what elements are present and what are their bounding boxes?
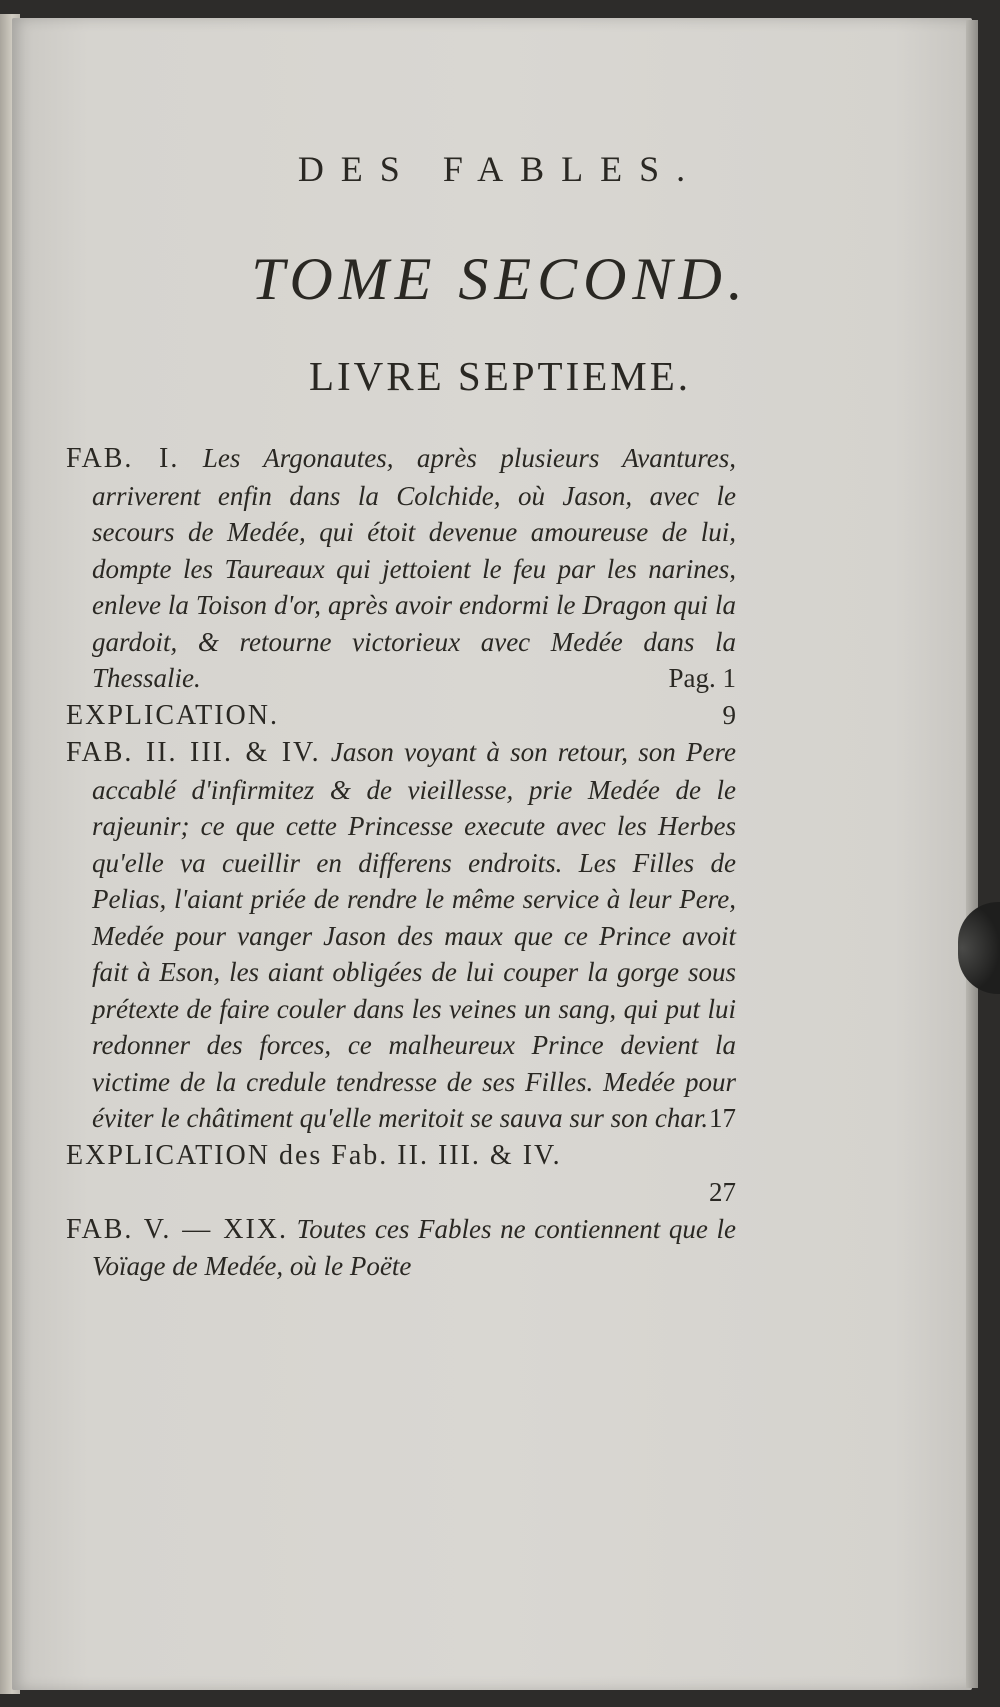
running-header: DES FABLES. [297, 149, 703, 189]
toc-entry [66, 734, 736, 1137]
toc-entry [66, 440, 736, 697]
entry-label: FAB. II. III. & IV. [66, 737, 321, 768]
entry-label: EXPLICATION. [66, 699, 279, 731]
entry-page: Pag. 1 [668, 663, 736, 693]
entry-label: FAB. V. — XIX. [66, 1213, 288, 1245]
entry-page: 9 [722, 699, 736, 730]
entry-page: 27 [709, 1177, 736, 1207]
entry-label: EXPLICATION des Fab. II. III. & IV. [66, 1139, 562, 1171]
entry-text: Jason voyant à son retour, son Pere accablé d'infirmitez & de vieillesse, prie Medée de le rajeunir; ce que cette Princesse execute avec les Herbes qu'elle va cueillir en differens endroits. Les Filles de Pelias, l'aiant priée de rendre le même service à leur Pere, Medée pour vanger Jason des maux que ce Prince avoit fait à Eson, les aiant obligées de lui couper la gorge sous prétexte de faire couler dans les veines un sang, qui put lui redonner des forces, ce malheureux Prince devient la victime de la credule tendresse de ses Filles. Medée pour éviter le châtiment qu'elle meritoit se sauva sur son char. [92, 737, 737, 1133]
table-of-contents [66, 440, 736, 1285]
volume-title: TOME SECOND. [251, 246, 749, 312]
entry-text: Les Argonautes, après plusieurs Avantures, arriverent enfin dans la Colchide, où Jason, avec le secours de Medée, qui étoit devenue amoureuse de lui, dompte les Taureaux qui jettoient le feu par les narines, enleve la Toison d'or, après avoir endormi le Dragon qui la gardoit, & retourne victorieux avec Medée dans la Thessalie. [92, 443, 737, 693]
entry-text: Toutes ces Fables ne contiennent que le Voïage de Medée, où le Poëte [92, 1213, 737, 1281]
toc-entry [66, 697, 736, 735]
entry-label: FAB. I. [66, 443, 180, 474]
toc-entry [66, 1137, 736, 1211]
book-title: LIVRE SEPTIEME. [308, 353, 692, 399]
toc-entry [66, 1211, 736, 1285]
entry-page: 17 [709, 1103, 736, 1133]
